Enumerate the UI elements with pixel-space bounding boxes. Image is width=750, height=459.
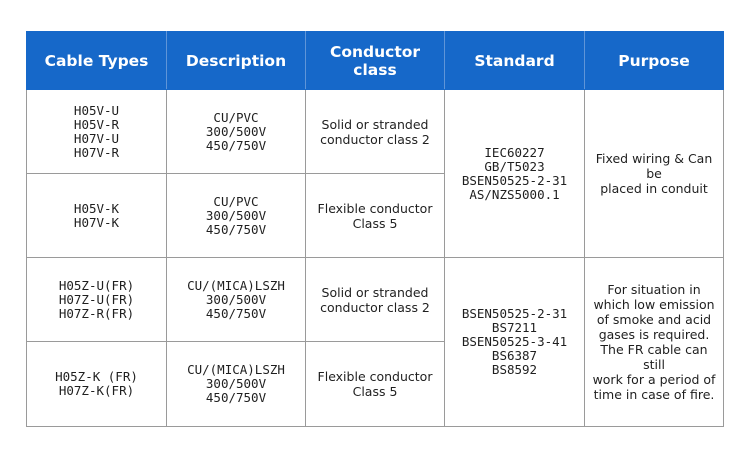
purpose-line: work for a period of (592, 372, 716, 387)
standard-line: BS6387 (491, 348, 538, 363)
cable-type: H05V-U (73, 102, 120, 118)
header-row (27, 32, 724, 90)
header-conductor-class: Conductor class (306, 32, 445, 90)
cable-type: H05Z-U(FR) (58, 277, 135, 293)
description-line: CU/(MICA)LSZH (187, 277, 285, 293)
purpose-line: placed in conduit (600, 181, 708, 196)
description-line: CU/PVC (213, 109, 259, 125)
header-purpose: Purpose (585, 32, 724, 90)
description-line: CU/(MICA)LSZH (187, 362, 285, 377)
cell-description (167, 174, 306, 258)
cell-cable-types (27, 342, 167, 427)
description-line: 300/500V (205, 207, 267, 223)
cell-conductor-class (306, 342, 445, 427)
cable-specification-table (26, 31, 724, 427)
purpose-line: Fixed wiring & Can be (595, 151, 713, 181)
cell-standard-group-1 (445, 90, 585, 258)
cell-purpose-group-1 (585, 90, 724, 258)
cell-conductor-class (306, 90, 445, 174)
cable-type: H07Z-U(FR) (58, 291, 135, 307)
cable-type: H07V-U (73, 130, 120, 146)
cell-purpose-group-2 (585, 258, 724, 427)
standard-line: BSEN50525-2-31 (461, 306, 568, 321)
cable-type: H07V-K (73, 214, 120, 230)
conductor-class-line: Solid or stranded (321, 116, 429, 132)
standard-line: BS8592 (491, 362, 538, 377)
cable-table-container (26, 31, 724, 427)
standard-line: AS/NZS5000.1 (469, 186, 560, 202)
purpose-line: time in case of fire. (593, 387, 715, 402)
cell-description (167, 258, 306, 342)
conductor-class-line: conductor class 2 (320, 131, 430, 147)
cable-type: H05Z-K (FR) (55, 369, 138, 384)
cell-standard-group-2 (445, 258, 585, 427)
description-line: 450/750V (205, 390, 267, 405)
cable-type: H07Z-K(FR) (58, 383, 135, 398)
standard-line: IEC60227 (484, 144, 545, 160)
cable-type: H07V-R (73, 144, 120, 160)
standard-line: BSEN50525-2-31 (461, 172, 568, 188)
cell-conductor-class (306, 174, 445, 258)
standard-line: BS7211 (491, 320, 538, 335)
description-line: 300/500V (205, 376, 267, 391)
conductor-class-line: Flexible conductor (317, 200, 433, 216)
description-line: 450/750V (205, 305, 267, 321)
description-line: 300/500V (205, 291, 267, 307)
purpose-line: For situation in (607, 282, 701, 297)
cable-type: H07Z-R(FR) (58, 305, 135, 321)
description-line: 300/500V (205, 123, 267, 139)
cell-conductor-class (306, 258, 445, 342)
cell-cable-types (27, 174, 167, 258)
purpose-line: of smoke and acid (596, 312, 712, 327)
conductor-class-line: Solid or stranded (321, 284, 429, 300)
cable-type: H05V-R (73, 116, 120, 132)
cable-type: H05V-K (73, 200, 120, 216)
purpose-line: gases is required. (598, 327, 710, 342)
header-description: Description (167, 32, 306, 90)
purpose-line: which low emission (593, 297, 715, 312)
conductor-class-line: conductor class 2 (320, 299, 430, 315)
standard-line: BSEN50525-3-41 (461, 334, 568, 349)
cell-cable-types (27, 258, 167, 342)
cell-description (167, 90, 306, 174)
table-row (27, 258, 724, 342)
purpose-line: The FR cable can still (600, 342, 708, 372)
table-row (27, 90, 724, 174)
conductor-class-line: Class 5 (352, 384, 398, 399)
header-cable-types: Cable Types (27, 32, 167, 90)
conductor-class-line: Class 5 (352, 215, 398, 231)
conductor-class-line: Flexible conductor (317, 369, 433, 384)
description-line: CU/PVC (213, 193, 259, 209)
description-line: 450/750V (205, 137, 267, 153)
standard-line: GB/T5023 (484, 158, 545, 174)
cell-cable-types (27, 90, 167, 174)
cell-description (167, 342, 306, 427)
header-standard: Standard (445, 32, 585, 90)
description-line: 450/750V (205, 221, 267, 237)
